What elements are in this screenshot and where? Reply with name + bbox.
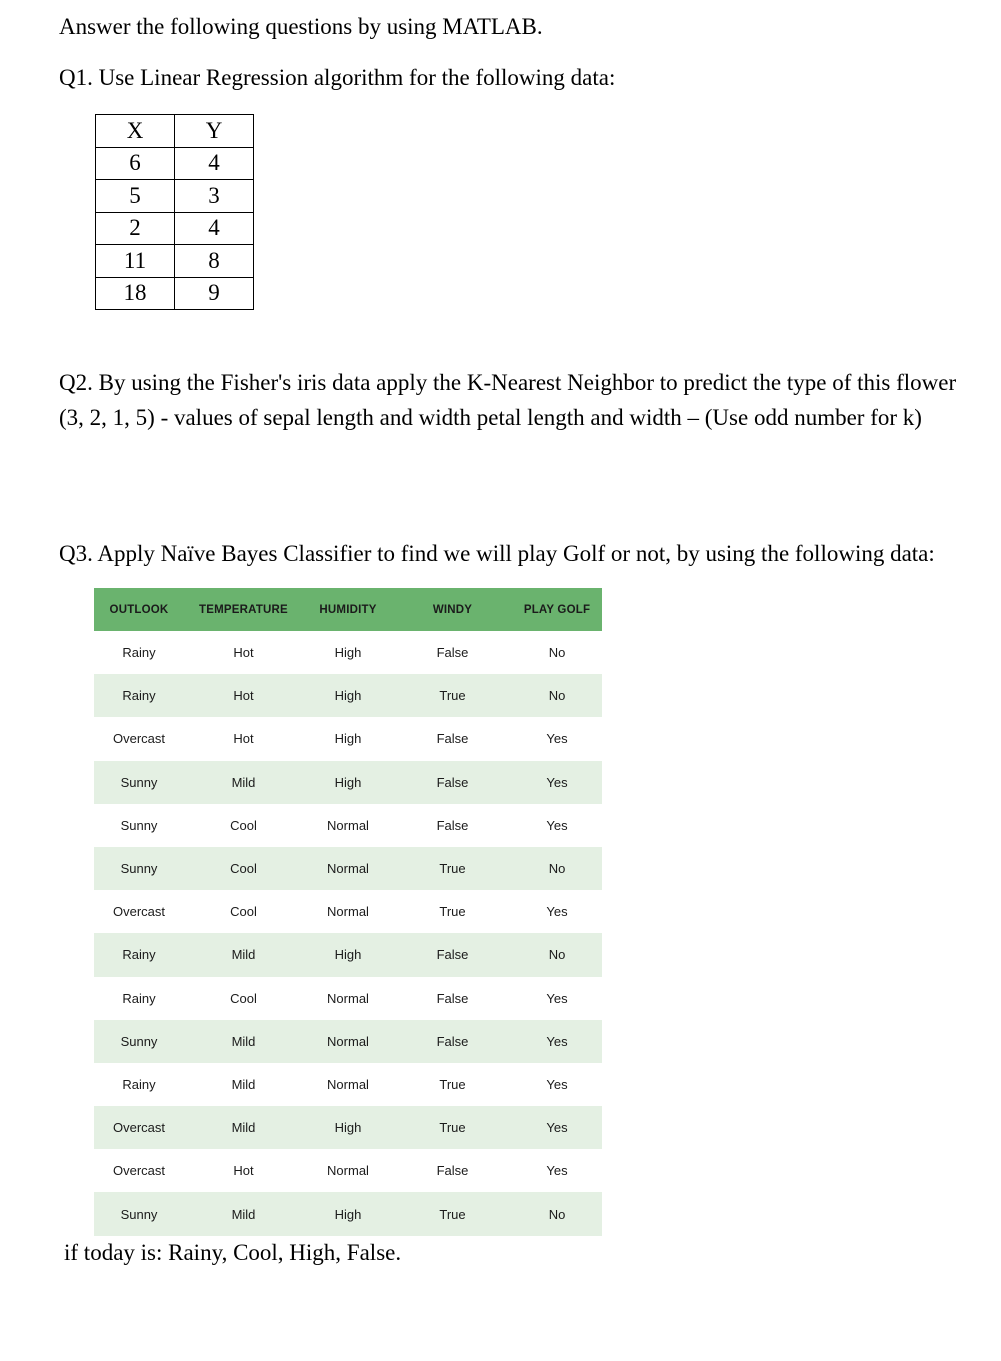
column-header-y: Y [175,115,254,148]
outlook-cell: Overcast [112,904,165,920]
table-header-row [94,588,602,631]
humidity-cell: High [303,761,393,804]
column-header-temperature: TEMPERATURE [184,588,303,631]
outlook-cell: Rainy [94,933,184,976]
play-golf-cell: Yes [546,817,568,833]
table-row [94,1106,602,1149]
table-row [94,761,602,804]
temperature-cell: Mild [184,933,303,976]
outlook-cell: Sunny [94,761,184,804]
question-3-text: Q3. Apply Naïve Bayes Classifier to find we will play Golf or not, by using the following data: [59,541,935,566]
humidity-cell: High [334,731,362,747]
outlook-cell: Overcast [112,1163,165,1179]
x-value-cell: 6 [96,147,175,180]
play-golf-cell: Yes [546,1076,568,1092]
windy-cell: True [439,904,466,920]
play-golf-cell: No [512,933,602,976]
play-golf-cell: Yes [512,761,602,804]
play-golf-cell: Yes [546,1163,568,1179]
humidity-cell: High [303,1106,393,1149]
table-row [94,890,602,933]
y-value-cell: 9 [175,277,254,310]
outlook-cell: Rainy [122,990,156,1006]
windy-cell: True [393,674,512,717]
table-row [94,804,602,847]
table-row [94,977,602,1020]
humidity-cell: High [303,674,393,717]
outlook-cell: Overcast [112,731,165,747]
windy-cell: False [436,817,469,833]
windy-cell: True [393,1192,512,1235]
regression-table-body [96,147,254,310]
humidity-cell: Normal [303,1020,393,1063]
y-value-cell: 4 [175,212,254,245]
x-value-cell: 2 [96,212,175,245]
table-row [96,147,254,180]
question-1-text: Q1. Use Linear Regression algorithm for the following data: [59,65,616,90]
play-golf-cell: No [548,645,566,661]
windy-cell: False [436,1163,469,1179]
x-value-cell: 11 [96,245,175,278]
temperature-cell: Mild [184,1020,303,1063]
windy-cell: False [436,731,469,747]
table-row [96,212,254,245]
humidity-cell: High [334,645,362,661]
temperature-cell: Hot [184,674,303,717]
humidity-cell: Normal [303,847,393,890]
play-golf-cell: No [512,847,602,890]
humidity-cell: Normal [327,990,369,1006]
temperature-cell: Hot [233,1163,254,1179]
x-value-cell: 5 [96,180,175,213]
outlook-cell: Sunny [120,817,158,833]
outlook-cell: Sunny [94,847,184,890]
windy-cell: True [439,1076,466,1092]
outlook-cell: Rainy [122,645,156,661]
play-golf-cell: Yes [546,904,568,920]
table-row [94,1063,602,1106]
windy-cell: False [436,990,469,1006]
windy-cell: False [393,933,512,976]
outlook-cell: Sunny [94,1192,184,1235]
outlook-cell: Sunny [94,1020,184,1063]
golf-data-table [94,588,602,1236]
table-row [94,847,602,890]
play-golf-cell: Yes [512,1020,602,1063]
table-row [96,180,254,213]
today-condition-text: if today is: Rainy, Cool, High, False. [64,1240,402,1265]
humidity-cell: Normal [327,1163,369,1179]
temperature-cell: Cool [184,847,303,890]
question-2-text: Q2. By using the Fisher's iris data apply the K-Nearest Neighbor to predict the type of this flower (3, 2, 1, 5) - values of sepal length and width petal length and width – (Use odd number for k) [59,370,957,430]
play-golf-cell: No [512,1192,602,1235]
instructions-heading: Answer the following questions by using MATLAB. [59,14,543,39]
temperature-cell: Cool [230,990,257,1006]
column-header-outlook: OUTLOOK [94,588,184,631]
table-row [94,1149,602,1192]
humidity-cell: Normal [327,904,369,920]
play-golf-cell: No [512,674,602,717]
table-row [94,717,602,760]
play-golf-cell: Yes [546,731,568,747]
y-value-cell: 8 [175,245,254,278]
y-value-cell: 4 [175,147,254,180]
column-header-x: X [96,115,175,148]
humidity-cell: Normal [327,1076,369,1092]
windy-cell: False [393,1020,512,1063]
table-row [96,277,254,310]
column-header-play-golf: PLAY GOLF [512,588,602,631]
table-row [94,933,602,976]
temperature-cell: Mild [184,761,303,804]
table-row [94,674,602,717]
windy-cell: False [393,761,512,804]
table-row [96,245,254,278]
temperature-cell: Mild [231,1076,256,1092]
table-row [94,631,602,674]
regression-data-table [95,114,254,310]
windy-cell: True [393,1106,512,1149]
play-golf-cell: Yes [512,1106,602,1149]
temperature-cell: Hot [233,645,254,661]
outlook-cell: Rainy [94,674,184,717]
temperature-cell: Cool [230,817,257,833]
column-header-windy: WINDY [393,588,512,631]
temperature-cell: Mild [184,1106,303,1149]
temperature-cell: Cool [230,904,257,920]
temperature-cell: Mild [184,1192,303,1235]
play-golf-cell: Yes [546,990,568,1006]
y-value-cell: 3 [175,180,254,213]
table-row [94,1192,602,1235]
table-header-row [96,115,254,148]
humidity-cell: Normal [327,817,369,833]
outlook-cell: Overcast [94,1106,184,1149]
temperature-cell: Hot [233,731,254,747]
column-header-humidity: HUMIDITY [303,588,393,631]
outlook-cell: Rainy [122,1076,156,1092]
x-value-cell: 18 [96,277,175,310]
table-row [94,1020,602,1063]
humidity-cell: High [303,933,393,976]
humidity-cell: High [303,1192,393,1235]
windy-cell: False [436,645,469,661]
windy-cell: True [393,847,512,890]
golf-table-body [94,631,602,1236]
